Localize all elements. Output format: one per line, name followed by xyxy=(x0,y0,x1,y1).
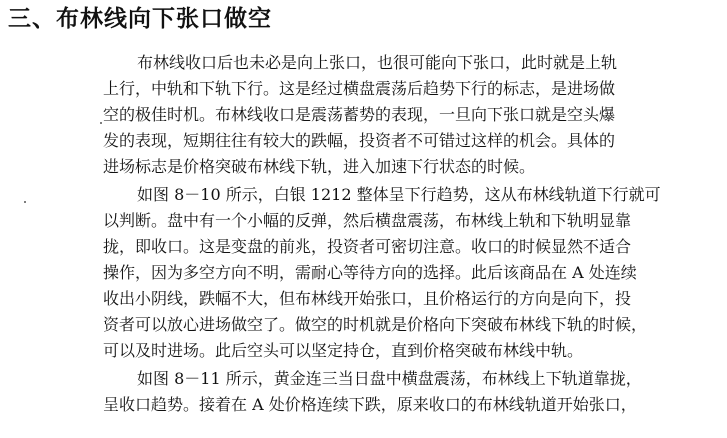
paragraph-line: 操作，因为多空方向不明，需耐心等待方向的选择。此后该商品在 A 处连续 xyxy=(103,263,637,282)
paragraph-line: 如图 8－11 所示，黄金连三当日盘中横盘震荡，布林线上下轨道靠拢， xyxy=(137,369,642,388)
paragraph-line: 资者可以放心进场做空了。做空的时机就是价格向下突破布林线下轨的时候， xyxy=(103,315,648,334)
scan-speck xyxy=(24,201,26,203)
paragraph-2 xyxy=(103,182,692,364)
paragraph-1 xyxy=(103,50,692,180)
paragraph-line: 以判断。盘中有一个小幅的反弹，然后横盘震荡，布林线上轨和下轨明显靠 xyxy=(103,211,632,230)
section-heading: 三、布林线向下张口做空 xyxy=(8,6,272,32)
paragraph-line: 上行，中轨和下轨下行。这是经过横盘震荡后趋势下行的标志，是进场做 xyxy=(103,79,616,98)
paragraph-line: 收出小阴线，跌幅不大，但布林线开始张口，且价格运行的方向是向下，投 xyxy=(103,289,632,308)
paragraph-line: 进场标志是价格突破布林线下轨，进入加速下行状态的时候。 xyxy=(103,157,536,176)
paragraph-line: 拢，即收口。这是变盘的前兆，投资者可密切注意。收口的时候显然不适合 xyxy=(103,237,632,256)
scan-speck xyxy=(100,122,102,124)
paragraph-line: 可以及时进场。此后空头可以坚定持仓，直到价格突破布林线中轨。 xyxy=(103,341,584,360)
paragraph-line: 呈收口趋势。接着在 A 处价格连续下跌，原来收口的布林线轨道开始张口， xyxy=(103,395,637,414)
paragraph-line: 发的表现，短期往往有较大的跌幅，投资者不可错过这样的机会。具体的 xyxy=(103,131,616,150)
paragraph-3 xyxy=(103,366,692,418)
paragraph-line: 布林线收口后也未必是向上张口，也很可能向下张口，此时就是上轨 xyxy=(137,53,618,72)
paragraph-line: 空的极佳时机。布林线收口是震荡蓄势的表现，一旦向下张口就是空头爆 xyxy=(103,105,616,124)
paragraph-line: 如图 8－10 所示，白银 1212 整体呈下行趋势，这从布林线轨道下行就可 xyxy=(137,185,661,204)
